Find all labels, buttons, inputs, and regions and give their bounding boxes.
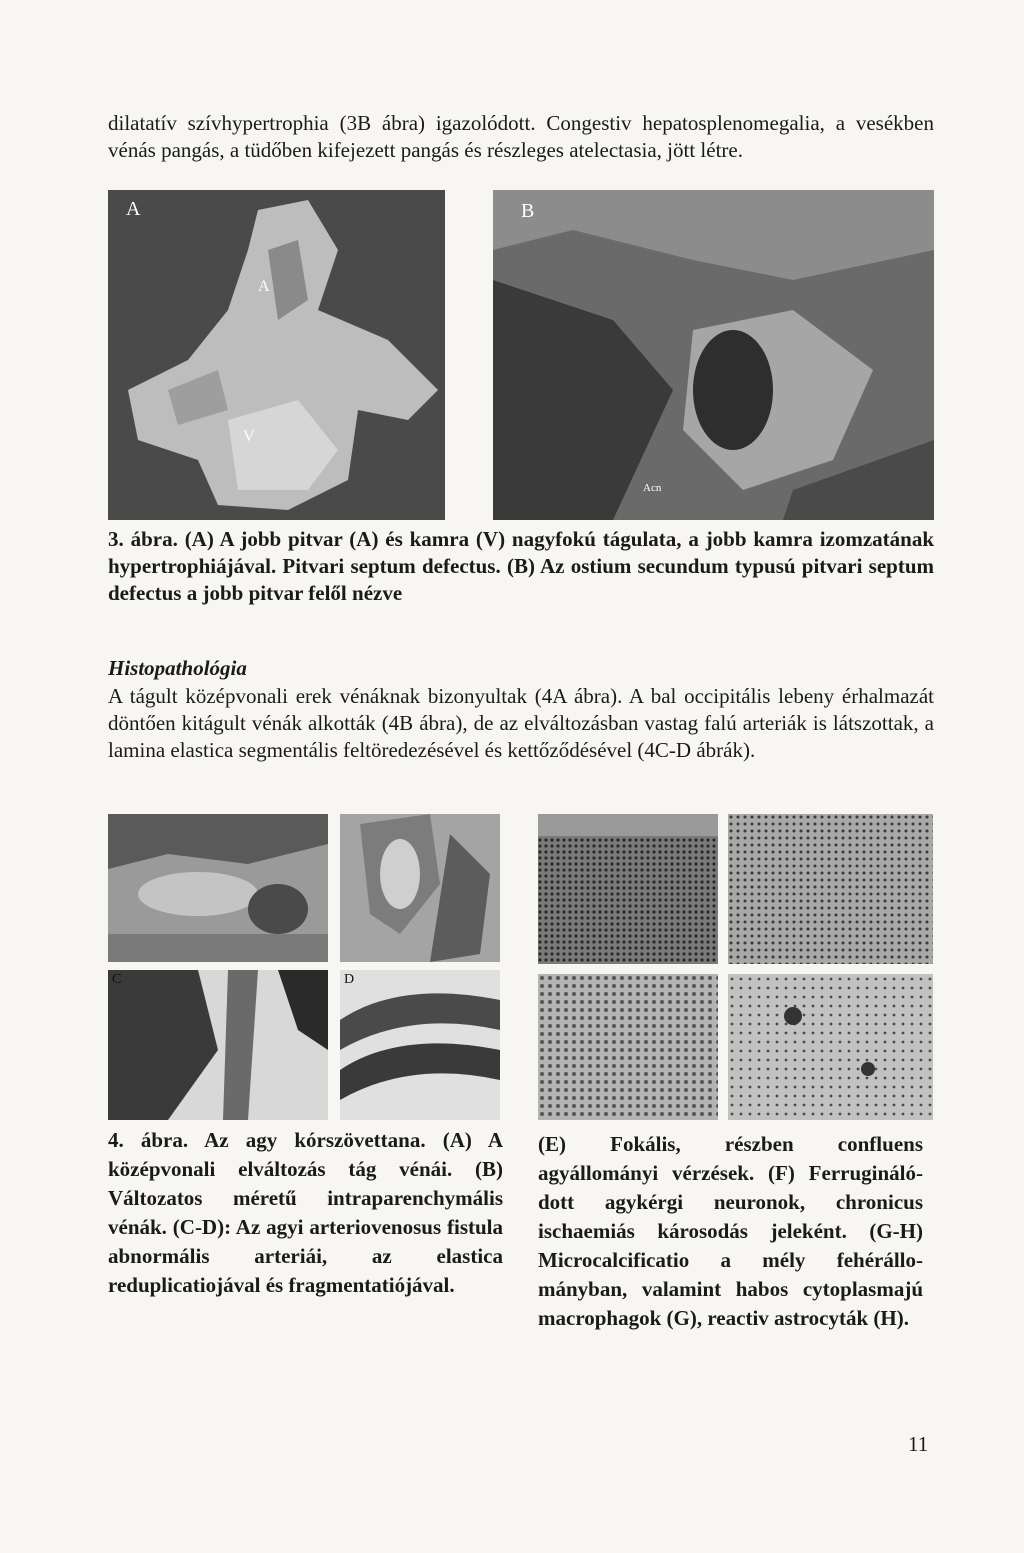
figure4-panel-e-image [538,814,718,964]
figure4-panel-f-image [728,814,933,964]
figure4-panel-b-image [340,814,500,962]
histology-c-graphic [108,970,328,1120]
intro-paragraph: dilatatív szívhypertrophia (3B ábra) igazolódott. Congestiv hepatosplenomegalia, a vesékben vénás pangás, a tüdőben kifejezett pangás és részleges atelectasia, jött létre. [108,111,934,162]
histology-f-graphic [728,814,933,964]
figure4-panel-g-image [538,974,718,1120]
figure4-panel-c-image [108,970,328,1120]
histopathology-paragraph: A tágult középvonali erek vénáknak bizonyultak (4A ábra). A bal occipitális lebeny érhalmazát döntően kitágult vénák alkották (4B ábra), de az elváltozásban vastag falú arteriák is látszottak, a lamina elastica segmentális feltöredezésével és kettőződésével (4C-D ábrák). [108,684,934,762]
figure4-caption-left: 4. ábra. Az agy kórszövettana. (A) A középvonali elváltozás tág vénái. (B) Változatos méretű intraparenchymális vénák. (C-D): Az agyi arteriovenosus fistula abnormális arteriái, az elastica reduplicatiojával és fragmentatiójával. [108,1128,503,1297]
figure3-caption-rest: (B) Az ostium secundum typusú pitvari septum defectus a jobb pitvar felől nézve [108,554,934,605]
figure3-caption-bold: (A) A jobb pitvar (A) és kamra (V) nagyfokú tágulata, a jobb kamra izomzatának hypertrophiájával. Pitvari septum defectus. [108,527,935,578]
figure3-panel-a-image [108,190,445,520]
panel-d-label: D [344,972,355,987]
figure3-panel-b-image [493,190,934,520]
panel-a-label: A [126,198,141,220]
figure3-caption-lead: 3. ábra. [108,527,178,551]
figure4-panel-h-image [728,974,933,1120]
septum-specimen-b-graphic [493,190,934,520]
histology-a-graphic [108,814,328,962]
heart-specimen-a-graphic [108,190,445,520]
histology-d-graphic [340,970,500,1120]
histology-h-graphic [728,974,933,1120]
histology-g-graphic [538,974,718,1120]
overlay-v-label: V [243,428,255,445]
figure4-caption-right: (E) Fokális, részben confluens agyállományi vérzések. (F) Ferruginálódott agykérgi neuronok, chronicus ischaemiás károsodás jeleként. (G-H) Microcalcificatio a mély fehérállományban, valamint habos cytoplasmajú macrophagok (G), reactiv astrocyták (H). [538,1132,923,1330]
histology-e-graphic [538,814,718,964]
page-number: 11 [908,1432,929,1456]
figure3-caption [108,526,934,607]
overlay-a-label: A [258,278,270,295]
histology-b-graphic [340,814,500,962]
scale-mark: Acn [643,482,662,494]
panel-c-label: C [112,972,122,987]
figure4-panel-a-image [108,814,328,962]
figure4-panel-d-image [340,970,500,1120]
histopathology-heading: Histopathológia [108,656,247,680]
panel-b-label: B [521,200,535,222]
